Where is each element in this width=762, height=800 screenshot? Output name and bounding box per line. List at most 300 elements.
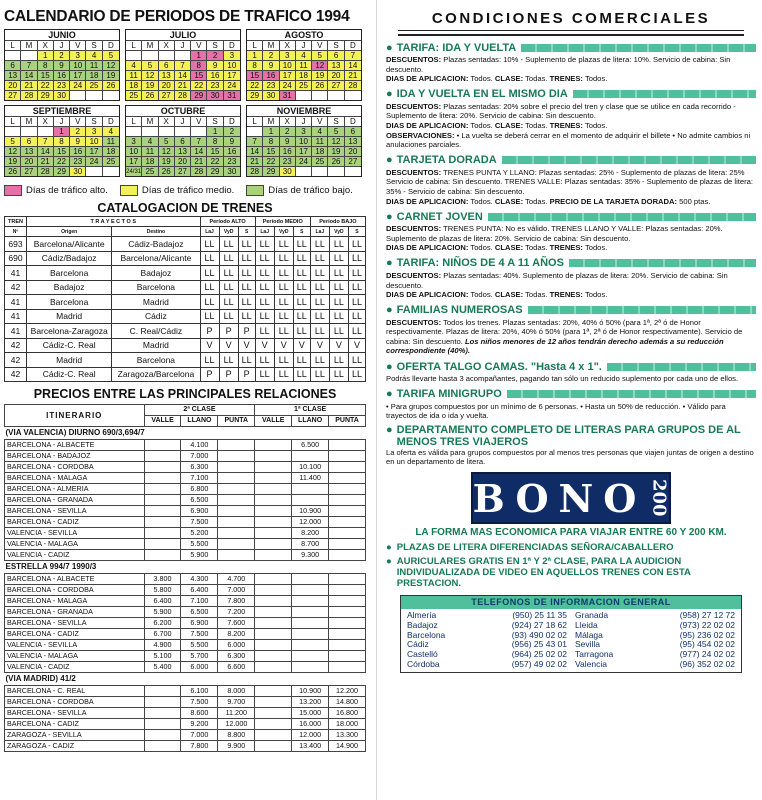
period-code: LL	[310, 237, 329, 252]
day-cell: 11	[126, 70, 142, 80]
train-origin: Cádiz-C. Real	[27, 367, 112, 382]
weekday: L	[126, 40, 142, 50]
day-cell: 3	[86, 126, 102, 136]
price-value	[329, 629, 366, 640]
period-code: LL	[219, 295, 238, 310]
condition-value: Plazas sentadas: 20% sobre el precio del tren y clase que se utilice en cada recorrido - Suplemento de litera: 20%. Servicio de cabina: Sin descuento.	[386, 101, 736, 121]
condition-value: Todos.	[582, 243, 608, 253]
train-origin: Barcelona	[27, 295, 112, 310]
month-agosto	[246, 29, 362, 101]
table-row	[5, 730, 366, 741]
day-cell: 22	[191, 80, 207, 90]
price-col: VALLE	[255, 416, 292, 427]
day-cell: 14	[38, 146, 54, 156]
day-cell: 11	[296, 60, 312, 70]
heading-bar	[502, 156, 756, 164]
week-row	[247, 156, 361, 166]
price-value	[255, 550, 292, 561]
condition-heading-text: DEPARTAMENTO COMPLETO DE LITERAS PARA GRUPOS DE AL MENOS TRES VIAJEROS	[396, 423, 741, 448]
day-cell: 1	[247, 50, 263, 60]
price-value: 7.500	[181, 517, 218, 528]
week-row	[247, 70, 361, 80]
condition-label: TRENES:	[549, 120, 583, 130]
table-row	[5, 596, 366, 607]
train-origin: Badajoz	[27, 280, 112, 295]
period-code: LL	[255, 280, 274, 295]
day-cell: 7	[21, 60, 37, 70]
condition-label: PRECIO DE LA TARJETA DORADA:	[549, 196, 678, 206]
condition-text	[386, 197, 756, 207]
train-number: 41	[5, 324, 27, 339]
condition-label: TRENES:	[549, 243, 583, 253]
price-value	[255, 697, 292, 708]
day-cell: 20	[5, 80, 21, 90]
day-cell: 16	[70, 146, 86, 156]
day-cell	[21, 126, 37, 136]
price-value: 13.400	[292, 741, 329, 752]
day-cell: 15	[54, 146, 70, 156]
period-code: LL	[348, 324, 365, 339]
price-value	[218, 506, 255, 517]
day-cell: 2	[70, 126, 86, 136]
day-cell: 24	[296, 156, 312, 166]
heading-bar	[488, 213, 756, 221]
day-cell: 20	[175, 156, 191, 166]
price-value	[255, 585, 292, 596]
price-value	[329, 550, 366, 561]
table-row	[5, 517, 366, 528]
day-cell: 20	[21, 156, 37, 166]
week-row	[5, 136, 119, 146]
price-value	[218, 550, 255, 561]
train-number: 41	[5, 266, 27, 281]
price-value: 8.600	[181, 708, 218, 719]
period-code: LL	[200, 237, 219, 252]
price-value: 16.000	[292, 719, 329, 730]
price-value	[218, 539, 255, 550]
price-route: VALENCIA - SEVILLA	[5, 528, 145, 539]
day-cell: 24	[70, 80, 86, 90]
weekday: M	[263, 40, 279, 50]
price-value: 5.900	[144, 607, 181, 618]
day-cell: 1	[263, 126, 279, 136]
price-value: 10.900	[292, 506, 329, 517]
train-destination: Madrid	[112, 338, 200, 353]
period-code: P	[200, 367, 219, 382]
price-value	[255, 574, 292, 585]
week-row	[126, 136, 240, 146]
extra-bullets	[386, 542, 756, 589]
bono-slogan: LA FORMA MAS ECONOMICA PARA VIAJAR ENTRE 60 Y 200 KM.	[415, 527, 727, 539]
day-cell: 30	[263, 90, 279, 100]
train-destination: Cádiz-Badajoz	[112, 237, 200, 252]
week-row	[247, 60, 361, 70]
day-cell: 22	[247, 80, 263, 90]
price-value	[218, 473, 255, 484]
price-value	[255, 539, 292, 550]
day-cell: 27	[175, 166, 191, 176]
price-value: 9.200	[181, 719, 218, 730]
green-swatch	[246, 185, 264, 196]
day-cell	[312, 166, 328, 176]
condition-note: Los niños menores de 12 años tendrán derecho además a su reducción correspondiente (40%).	[386, 336, 724, 356]
condition-text	[386, 290, 756, 300]
day-cell: 18	[86, 70, 102, 80]
day-cell: 1	[54, 126, 70, 136]
day-cell: 25	[142, 166, 158, 176]
period-code: LL	[348, 251, 365, 266]
day-cell: 20	[159, 80, 175, 90]
day-cell: 25	[312, 156, 328, 166]
table-row	[5, 440, 366, 451]
period-code: LL	[219, 309, 238, 324]
period-code: LL	[274, 324, 293, 339]
day-cell: 13	[175, 146, 191, 156]
condition-section	[386, 387, 756, 421]
period-code: LL	[348, 280, 365, 295]
period-code: LL	[200, 309, 219, 324]
price-value: 5.500	[181, 640, 218, 651]
price-route: BARCELONA - SEVILLA	[5, 618, 145, 629]
price-value	[329, 662, 366, 673]
day-cell: 17	[296, 146, 312, 156]
price-value	[144, 730, 181, 741]
price-value: 9.300	[292, 550, 329, 561]
table-row	[5, 550, 366, 561]
day-cell	[296, 166, 312, 176]
day-cell: 14	[21, 70, 37, 80]
weekday-row	[126, 116, 240, 126]
weekday: J	[54, 116, 70, 126]
price-col: PUNTA	[218, 416, 255, 427]
weekday: S	[328, 40, 344, 50]
legend-alto	[4, 185, 108, 196]
day-cell: 1	[191, 50, 207, 60]
condition-heading-text: TARIFA: IDA Y VUELTA	[396, 41, 517, 54]
table-row	[5, 353, 366, 368]
price-value	[218, 440, 255, 451]
table-row	[5, 697, 366, 708]
day-cell: 17	[280, 70, 296, 80]
condition-section	[386, 87, 756, 150]
period-code: LL	[238, 237, 255, 252]
day-cell: 24	[224, 80, 240, 90]
train-number: 690	[5, 251, 27, 266]
price-value: 7.500	[181, 629, 218, 640]
weekday: L	[247, 40, 263, 50]
price-value	[292, 629, 329, 640]
heading-bar	[507, 390, 756, 398]
period-day-col: S	[348, 227, 365, 237]
week-row	[5, 146, 119, 156]
price-value	[255, 451, 292, 462]
condition-heading	[386, 40, 756, 55]
day-cell: 4	[86, 50, 102, 60]
day-cell: 15	[263, 146, 279, 156]
condition-value: Todos.	[468, 74, 495, 84]
price-value: 12.200	[329, 686, 366, 697]
day-cell	[175, 50, 191, 60]
col-medio: Período MEDIO	[255, 217, 310, 227]
phone-number: (95) 454 02 02	[679, 639, 735, 650]
weekday: M	[142, 116, 158, 126]
period-code: V	[348, 338, 365, 353]
price-value	[255, 719, 292, 730]
bono-number: 200	[648, 479, 670, 517]
price-value: 12.000	[292, 730, 329, 741]
condition-heading-text: TARIFA MINIGRUPO	[396, 388, 502, 401]
price-route: BARCELONA - CADIZ	[5, 517, 145, 528]
week-row	[5, 50, 119, 60]
train-destination: Barcelona	[112, 280, 200, 295]
weekday: J	[54, 40, 70, 50]
period-code: LL	[329, 367, 348, 382]
month-name: SEPTIEMBRE	[32, 106, 92, 116]
price-value	[329, 451, 366, 462]
period-code: V	[219, 338, 238, 353]
day-cell: 26	[5, 166, 21, 176]
day-cell: 3	[280, 50, 296, 60]
condition-heading	[386, 256, 756, 271]
price-value: 5.100	[144, 651, 181, 662]
period-code: LL	[310, 324, 329, 339]
price-value: 10.100	[292, 462, 329, 473]
heading-bar	[607, 363, 756, 371]
price-value: 6.400	[144, 596, 181, 607]
day-cell: 25	[296, 80, 312, 90]
condition-label: CLASE:	[494, 243, 524, 253]
catalog-head-row-2	[5, 227, 366, 237]
period-code: V	[200, 338, 219, 353]
table-row	[5, 309, 366, 324]
phone-number: (977) 24 02 02	[679, 649, 735, 660]
col-primera: 1ª CLASE	[255, 405, 366, 416]
day-cell: 17	[126, 156, 142, 166]
catalog-head-row-1	[5, 217, 366, 227]
day-cell: 30	[70, 166, 86, 176]
train-origin: Cádiz-C. Real	[27, 338, 112, 353]
price-value	[144, 697, 181, 708]
bullet-icon: ●	[386, 88, 393, 101]
price-value	[292, 618, 329, 629]
condition-text	[386, 121, 756, 131]
period-code: P	[219, 324, 238, 339]
period-code: LL	[310, 266, 329, 281]
price-route: BARCELONA - SEVILLA	[5, 708, 145, 719]
table-row	[5, 237, 366, 252]
weekday: X	[38, 116, 54, 126]
day-cell: 6	[21, 136, 37, 146]
table-row	[5, 338, 366, 353]
condition-label: DIAS DE APLICACION:	[386, 196, 469, 206]
day-cell: 2	[207, 50, 223, 60]
legend-alto-label: Días de tráfico alto.	[26, 184, 108, 196]
period-code: LL	[238, 309, 255, 324]
period-code: LL	[274, 237, 293, 252]
table-row	[5, 495, 366, 506]
condition-label: CLASE:	[494, 290, 524, 300]
price-value	[255, 640, 292, 651]
period-code: LL	[238, 295, 255, 310]
day-cell: 28	[38, 166, 54, 176]
day-cell: 10	[86, 136, 102, 146]
condition-text	[386, 402, 756, 421]
day-cell: 5	[5, 136, 21, 146]
weekday: D	[103, 40, 119, 50]
period-code: LL	[310, 251, 329, 266]
price-value: 14.900	[329, 741, 366, 752]
period-day-col: LaJ	[255, 227, 274, 237]
weekday-row	[247, 116, 361, 126]
price-group-title: ESTRELLA 994/7 1990/3	[5, 562, 97, 571]
phone-number: (93) 490 02 02	[511, 629, 567, 640]
phone-number: (924) 27 18 62	[511, 619, 567, 630]
phone-number: (956) 25 43 01	[511, 639, 567, 650]
day-cell: 24	[280, 80, 296, 90]
day-cell: 19	[5, 156, 21, 166]
period-code: V	[238, 338, 255, 353]
condition-text	[386, 448, 756, 467]
day-cell: 18	[142, 156, 158, 166]
month-name: JULIO	[169, 30, 197, 40]
phone-city: Córdoba	[407, 659, 440, 670]
price-value	[144, 506, 181, 517]
week-row	[126, 90, 240, 100]
weekday: D	[345, 116, 361, 126]
day-cell: 22	[263, 156, 279, 166]
day-cell: 19	[312, 70, 328, 80]
day-cell: 20	[345, 146, 361, 156]
day-cell: 23	[54, 80, 70, 90]
day-cell: 15	[191, 70, 207, 80]
bullet-icon: ●	[386, 360, 393, 373]
period-code: V	[293, 338, 310, 353]
period-code: LL	[293, 367, 310, 382]
train-destination: Cádiz	[112, 309, 200, 324]
price-value: 6.600	[218, 662, 255, 673]
period-code: LL	[293, 237, 310, 252]
period-code: LL	[200, 295, 219, 310]
week-row	[126, 70, 240, 80]
day-cell: 8	[54, 136, 70, 146]
month-name: JUNIO	[48, 30, 76, 40]
weekday: M	[263, 116, 279, 126]
day-cell: 5	[142, 60, 158, 70]
phone-number: (95) 236 02 02	[679, 629, 735, 640]
price-route: BARCELONA - GRANADA	[5, 607, 145, 618]
weekday: V	[312, 40, 328, 50]
day-cell: 16	[54, 70, 70, 80]
day-cell	[142, 50, 158, 60]
day-cell: 30	[224, 166, 240, 176]
bullet-icon: ●	[386, 542, 392, 554]
day-cell	[70, 90, 86, 100]
day-cell: 6	[5, 60, 21, 70]
day-cell: 27	[159, 90, 175, 100]
col-origen: Origen	[27, 227, 112, 237]
day-cell: 4	[126, 60, 142, 70]
condition-text	[386, 168, 756, 197]
condition-text	[386, 131, 756, 150]
price-value	[144, 539, 181, 550]
price-value	[255, 528, 292, 539]
day-cell: 7	[247, 136, 263, 146]
condition-label: DESCUENTOS:	[386, 224, 442, 234]
period-code: LL	[274, 367, 293, 382]
condition-heading	[386, 303, 756, 318]
weekday: D	[103, 116, 119, 126]
period-code: V	[329, 338, 348, 353]
day-cell: 28	[21, 90, 37, 100]
day-cell: 16	[207, 70, 223, 80]
weekday: V	[191, 116, 207, 126]
weekday: J	[175, 40, 191, 50]
feature-text: AURICULARES GRATIS EN 1ª Y 2ª CLASE, PARA LA AUDICION INDIVIDUALIZADA DE VIDEO EN AQUELLOS TRENES CON ESTA PRESTACION.	[396, 556, 691, 590]
phone-row	[407, 660, 567, 670]
condition-value: Plazas sentadas: 40%. Suplemento de plazas de litera: 20%. Servicio de cabina: Sin descuento.	[386, 270, 728, 290]
price-value: 6.000	[218, 640, 255, 651]
price-value	[144, 462, 181, 473]
condition-label: DIAS DE APLICACION:	[386, 243, 469, 253]
price-value: 7.000	[181, 451, 218, 462]
price-value	[255, 651, 292, 662]
day-cell	[247, 126, 263, 136]
month-name: OCTUBRE	[160, 106, 206, 116]
price-route: BARCELONA - ALBACETE	[5, 440, 145, 451]
phone-city: Sevilla	[575, 639, 601, 650]
period-day-col: S	[293, 227, 310, 237]
condition-value: Todas.	[523, 74, 550, 84]
table-row	[5, 651, 366, 662]
price-value	[144, 484, 181, 495]
period-code: LL	[348, 237, 365, 252]
day-cell: 21	[191, 156, 207, 166]
day-cell: 17	[86, 146, 102, 156]
period-code: LL	[238, 353, 255, 368]
feature-text: PLAZAS DE LITERA DIFERENCIADAS SEÑORA/CABALLERO	[396, 542, 674, 554]
day-cell: 28	[247, 166, 263, 176]
price-value: 12.000	[218, 719, 255, 730]
calendar-grid	[4, 29, 366, 177]
col-destino: Destino	[112, 227, 200, 237]
condition-label: CLASE:	[494, 74, 524, 84]
day-cell: 15	[247, 70, 263, 80]
price-value	[144, 550, 181, 561]
day-cell: 6	[328, 50, 344, 60]
condition-label: OBSERVACIONES:	[386, 130, 455, 140]
period-code: LL	[293, 280, 310, 295]
month-name: NOVIEMBRE	[276, 106, 332, 116]
day-cell	[328, 166, 344, 176]
period-code: LL	[219, 266, 238, 281]
day-cell: 9	[70, 136, 86, 146]
price-value: 18.000	[329, 719, 366, 730]
condition-section	[386, 424, 756, 467]
price-value: 9.700	[218, 697, 255, 708]
condition-value: • Para grupos compuestos por un mínimo de 6 personas. • Hasta un 50% de reducción. • Válido para trayectos de ida o ida y vuelta.	[386, 401, 726, 421]
price-value: 7.000	[181, 730, 218, 741]
table-row	[5, 324, 366, 339]
bullet-icon: ●	[386, 154, 393, 167]
day-cell: 6	[175, 136, 191, 146]
day-cell: 1	[38, 50, 54, 60]
table-row	[5, 662, 366, 673]
day-cell	[345, 166, 361, 176]
price-value: 5.500	[181, 539, 218, 550]
price-col: PUNTA	[329, 416, 366, 427]
period-code: V	[310, 338, 329, 353]
price-value: 14.800	[329, 697, 366, 708]
